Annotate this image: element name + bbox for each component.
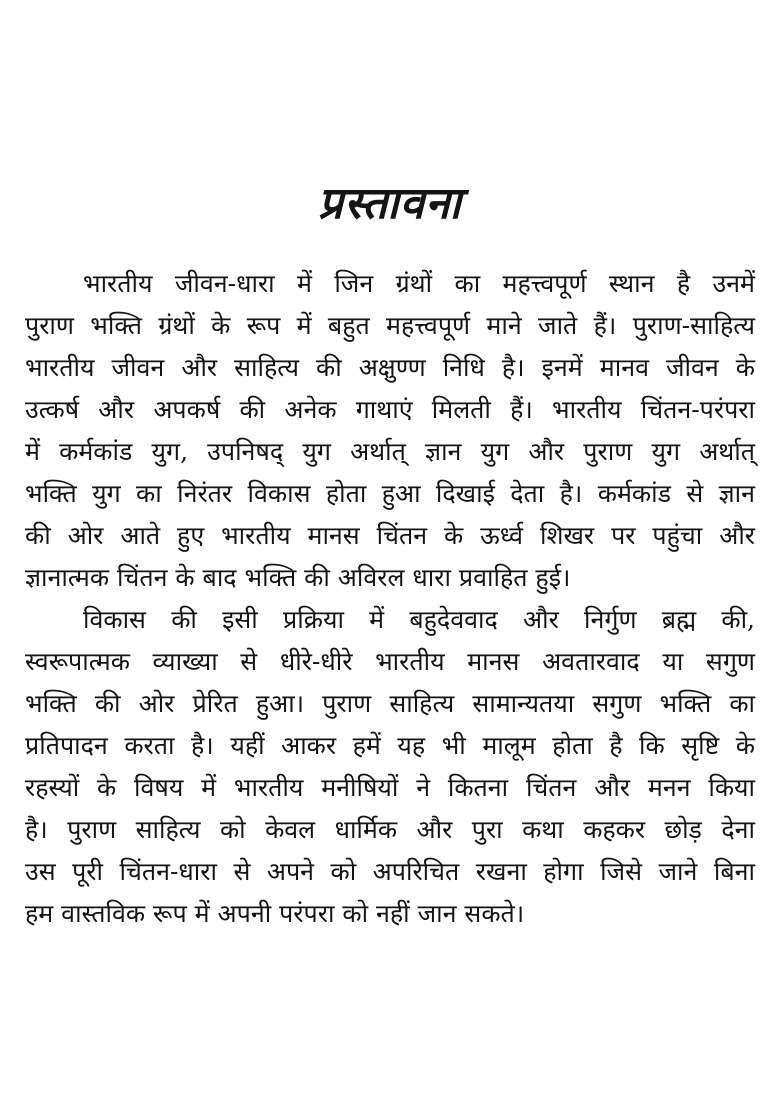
text-line: स्वरूपात्मक व्याख्या से धीरे-धीरे भारतीय मानस अवतारवाद या सगुण [25,647,755,676]
text-line: विकास की इसी प्रक्रिया में बहुदेववाद और निर्गुण ब्रह्म की, [83,605,755,634]
text-line: भारतीय जीवन और साहित्य की अक्षुण्ण निधि है। इनमें मानव जीवन के [25,353,755,382]
paragraph-1 [25,263,755,599]
text-line: रहस्यों के विषय में भारतीय मनीषियों ने कितना चिंतन और मनन किया [25,773,755,802]
text-line: उस पूरी चिंतन-धारा से अपने को अपरिचित रखना होगा जिसे जाने बिना [25,857,755,886]
text-line: है। पुराण साहित्य को केवल धार्मिक और पुरा कथा कहकर छोड़ देना [25,815,755,844]
text-line: प्रतिपादन करता है। यहीं आकर हमें यह भी मालूम होता है कि सृष्टि के [25,731,755,760]
text-line: भक्ति युग का निरंतर विकास होता हुआ दिखाई देता है। कर्मकांड से ज्ञान [25,479,755,508]
page-body [0,263,780,935]
text-line: भारतीय जीवन-धारा में जिन ग्रंथों का महत्त्वपूर्ण स्थान है उनमें [83,269,755,298]
text-line: भक्ति की ओर प्रेरित हुआ। पुराण साहित्य सामान्यतया सगुण भक्ति का [25,689,755,718]
text-line: ज्ञानात्मक चिंतन के बाद भक्ति की अविरल धारा प्रवाहित हुई। [25,563,571,592]
page-title: प्रस्तावना [318,178,462,229]
text-line: की ओर आते हुए भारतीय मानस चिंतन के ऊर्ध्व शिखर पर पहुंचा और [25,521,755,550]
text-line: हम वास्तविक रूप में अपनी परंपरा को नहीं जान सकते। [25,899,525,928]
paragraph-2 [25,599,755,935]
text-line: पुराण भक्ति ग्रंथों के रूप में बहुत महत्त्वपूर्ण माने जाते हैं। पुराण-साहित्य [25,311,755,340]
text-line: में कर्मकांड युग, उपनिषद् युग अर्थात् ज्ञान युग और पुराण युग अर्थात् [25,437,755,466]
text-line: उत्कर्ष और अपकर्ष की अनेक गाथाएं मिलती हैं। भारतीय चिंतन-परंपरा [25,395,755,424]
